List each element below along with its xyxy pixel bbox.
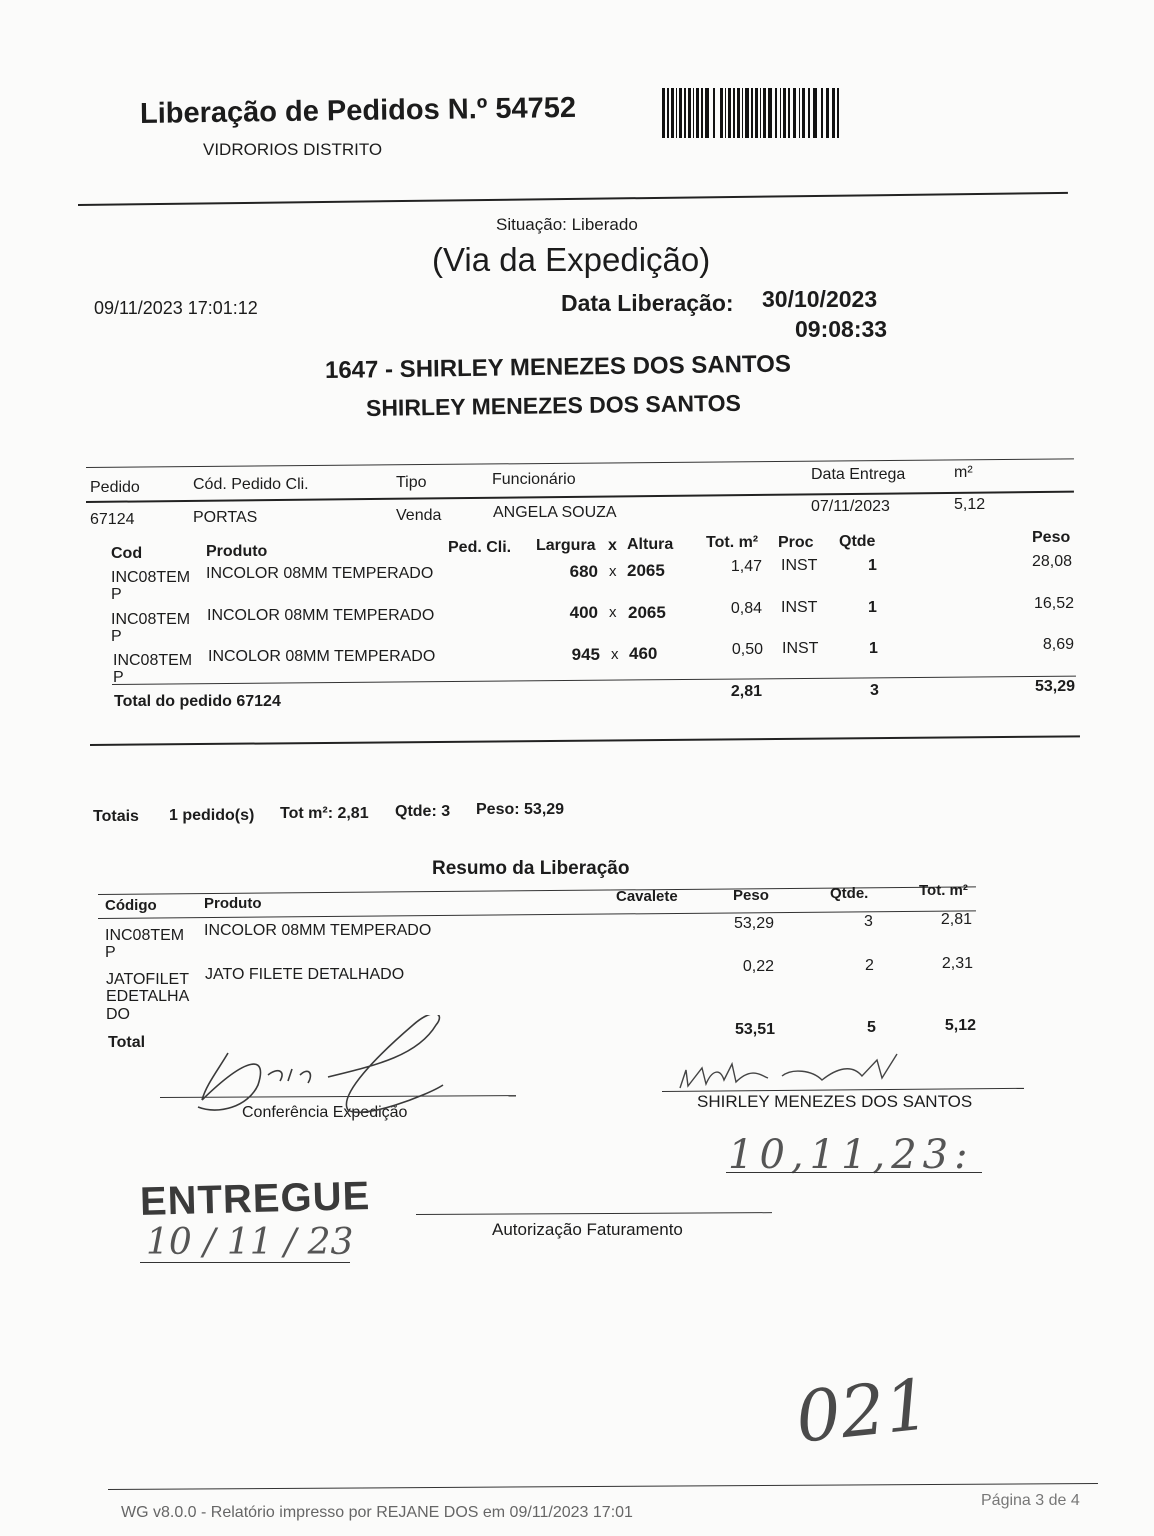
summary-peso: 53,29 (733, 915, 774, 932)
item-proc: INST (781, 599, 818, 616)
order-employee: ANGELA SOUZA (493, 504, 617, 521)
col-ped-cli: Ped. Cli. (448, 539, 512, 556)
release-time: 09:08:33 (795, 316, 888, 342)
release-date: 30/10/2023 (762, 286, 878, 312)
order-total-label: Total do pedido 67124 (114, 693, 281, 710)
footer-print-info: WG v8.0.0 - Relatório impresso por REJANE DOS em 09/11/2023 17:01 (121, 1504, 633, 1521)
summary-total-peso: 53,51 (734, 1021, 775, 1038)
release-label: Data Liberação: (561, 290, 734, 316)
col-m2: m² (954, 464, 973, 481)
footer-page-number: Página 3 de 4 (981, 1492, 1080, 1509)
order-top-rule (86, 458, 1074, 468)
item-x: x (609, 563, 617, 580)
item-largura: 680 (569, 562, 598, 581)
summary-title: Resumo da Liberação (432, 858, 630, 879)
order-number: 67124 (90, 511, 135, 528)
item-produto: INCOLOR 08MM TEMPERADO (206, 565, 434, 582)
client-name: SHIRLEY MENEZES DOS SANTOS (365, 389, 742, 421)
item-tot-m2: 1,47 (730, 558, 762, 575)
delivered-stamp: ENTREGUE (139, 1173, 371, 1224)
item-cod-cont: P (113, 669, 124, 686)
item-proc: INST (782, 640, 819, 657)
item-largura: 945 (571, 645, 600, 664)
totals-label: Totais (93, 808, 139, 825)
totals-peso: Peso: 53,29 (476, 801, 565, 818)
summary-peso: 0,22 (742, 958, 774, 975)
summary-cod-cont: DO (106, 1006, 130, 1023)
col-peso: Peso (1032, 529, 1071, 546)
summary-cod: JATOFILET (106, 971, 189, 988)
barcode (662, 86, 840, 140)
col-proc: Proc (778, 534, 814, 551)
summary-col-codigo: Código (105, 897, 157, 914)
summary-qtde: 2 (865, 957, 874, 974)
col-tot-m2: Tot. m² (706, 534, 759, 551)
summary-col-tot-m2: Tot. m² (919, 882, 968, 899)
summary-total-tot: 5,12 (944, 1017, 976, 1034)
conferencia-signature (188, 1015, 453, 1120)
autorizacao-line (416, 1212, 772, 1215)
summary-tot: 2,81 (940, 911, 972, 928)
col-produto: Produto (206, 543, 268, 560)
footer-rule (108, 1483, 1098, 1490)
item-x: x (611, 646, 619, 663)
order-total-m2: 2,81 (730, 683, 762, 700)
item-tot-m2: 0,84 (730, 600, 762, 617)
item-qtde: 1 (868, 557, 877, 574)
item-x: x (609, 604, 617, 621)
item-proc: INST (781, 557, 818, 574)
summary-produto: JATO FILETE DETALHADO (205, 966, 405, 983)
order-total-peso: 53,29 (1034, 678, 1075, 695)
item-qtde: 1 (869, 640, 878, 657)
item-tot-m2: 0,50 (731, 641, 763, 658)
col-qtde: Qtde (839, 533, 876, 550)
item-altura: 460 (629, 644, 658, 663)
client-name-code: 1647 - SHIRLEY MENEZES DOS SANTOS (324, 350, 792, 384)
summary-col-qtde: Qtde. (830, 885, 869, 902)
summary-col-peso: Peso (733, 887, 769, 904)
col-tipo: Tipo (396, 474, 427, 491)
col-data-entrega: Data Entrega (811, 466, 906, 483)
summary-total-qtde: 5 (867, 1019, 876, 1036)
printed-datetime: 09/11/2023 17:01:12 (94, 298, 258, 318)
item-qtde: 1 (868, 599, 877, 616)
item-produto: INCOLOR 08MM TEMPERADO (207, 607, 435, 624)
item-cod-cont: P (111, 586, 122, 603)
summary-cod: INC08TEM (105, 927, 185, 944)
col-altura: Altura (627, 536, 674, 553)
col-largura: Largura (536, 537, 596, 554)
item-peso: 8,69 (1042, 636, 1074, 653)
order-type: Venda (396, 507, 442, 524)
autorizacao-label: Autorização Faturamento (492, 1220, 683, 1239)
totals-m2: Tot m²: 2,81 (280, 805, 369, 822)
items-total-rule (112, 676, 1076, 685)
order-bottom-rule (90, 735, 1080, 746)
summary-col-produto: Produto (204, 895, 262, 912)
order-m2: 5,12 (954, 496, 986, 513)
item-cod: INC08TEM (113, 652, 193, 669)
handwritten-mark: 021 (792, 1363, 934, 1459)
item-largura: 400 (569, 603, 598, 622)
status-text: Situação: Liberado (496, 215, 638, 234)
order-client-code: PORTAS (193, 509, 258, 526)
item-cod: INC08TEM (111, 569, 191, 586)
conferencia-label: Conferência Expedição (242, 1104, 408, 1121)
handwritten-date-underline (726, 1172, 982, 1173)
document-title: Liberação de Pedidos N.º 54752 (139, 91, 577, 130)
col-pedido: Pedido (90, 479, 140, 496)
summary-col-cavalete: Cavalete (616, 888, 678, 905)
via-label: (Via da Expedição) (432, 241, 711, 278)
summary-qtde: 3 (864, 913, 873, 930)
company-name: VIDRORIOS DISTRITO (203, 140, 383, 159)
col-cod-pedido-cli: Cód. Pedido Cli. (193, 476, 309, 493)
client-signature (672, 1050, 902, 1095)
col-x: x (608, 537, 617, 554)
header-divider (78, 192, 1068, 206)
col-funcionario: Funcionário (492, 471, 576, 488)
item-cod-cont: P (111, 628, 122, 645)
col-cod: Cod (111, 545, 143, 562)
item-cod: INC08TEM (111, 611, 191, 628)
client-signature-name: SHIRLEY MENEZES DOS SANTOS (697, 1092, 973, 1111)
delivered-stamp-date: 10 / 11 / 23 (146, 1222, 354, 1263)
totals-qtde: Qtde: 3 (395, 803, 451, 820)
item-produto: INCOLOR 08MM TEMPERADO (208, 648, 436, 665)
summary-cod-cont: P (105, 944, 116, 961)
summary-produto: INCOLOR 08MM TEMPERADO (204, 922, 432, 939)
item-peso: 16,52 (1033, 595, 1074, 612)
summary-tot: 2,31 (941, 955, 973, 972)
totals-pedidos: 1 pedido(s) (169, 807, 255, 824)
item-peso: 28,08 (1031, 553, 1072, 570)
stamp-underline (140, 1262, 350, 1263)
order-delivery-date: 07/11/2023 (811, 498, 890, 515)
handwritten-date: 10,11,23: (728, 1132, 974, 1178)
summary-total-label: Total (108, 1034, 146, 1051)
summary-cod-cont: EDETALHA (106, 988, 190, 1005)
item-altura: 2065 (628, 603, 666, 622)
item-altura: 2065 (627, 561, 665, 580)
order-total-qtde: 3 (870, 682, 879, 699)
